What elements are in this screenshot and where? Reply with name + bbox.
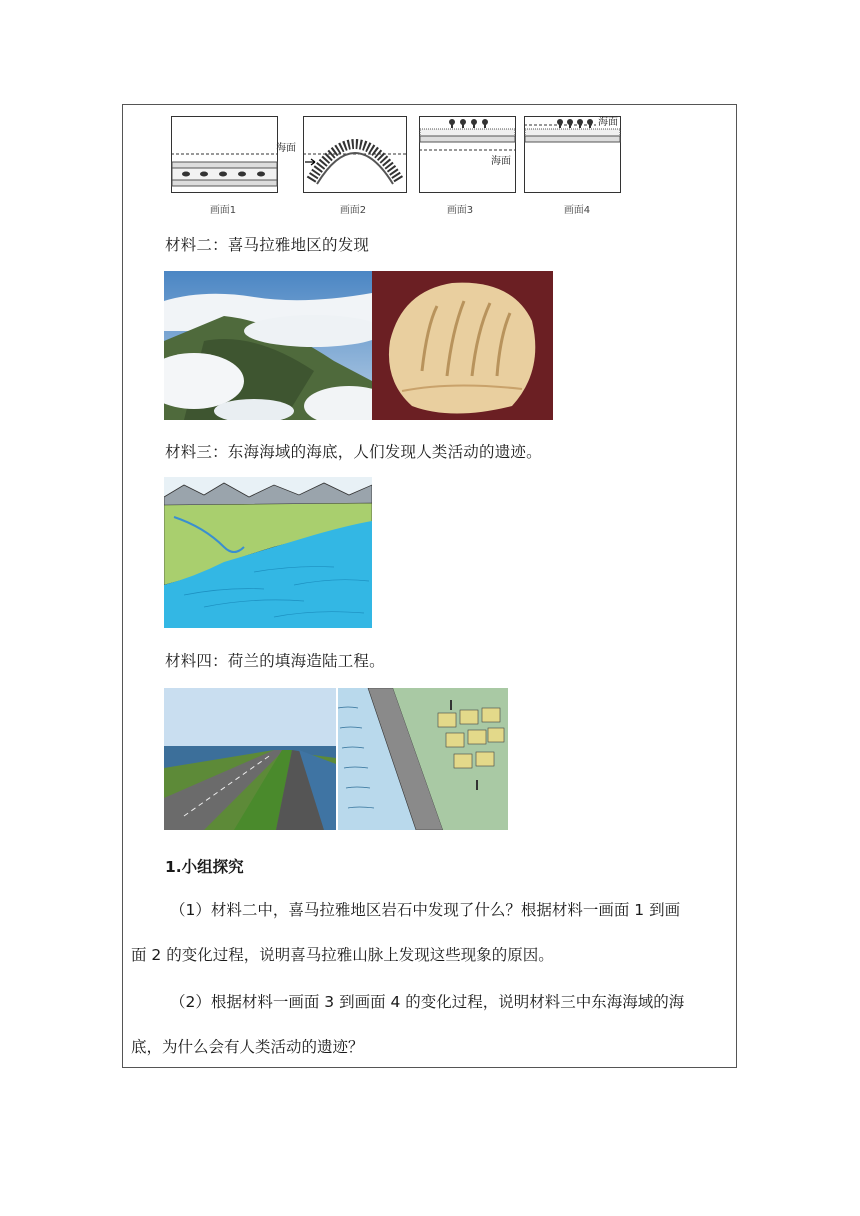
panel-1 — [171, 116, 279, 198]
reclamation-map-illustration — [338, 688, 508, 830]
caption-panel-2: 画面2 — [339, 205, 367, 216]
svg-text:海面: 海面 — [276, 143, 296, 154]
material-4-label: 材料四：荷兰的填海造陆工程。 — [165, 652, 385, 670]
panel-3 — [419, 116, 517, 198]
svg-text:海面: 海面 — [598, 117, 618, 128]
panel-2 — [303, 116, 408, 198]
caption-panel-4: 画面4 — [563, 205, 591, 216]
dike-road-photo — [164, 688, 336, 830]
material-3-label: 材料三：东海海域的海底，人们发现人类活动的遗迹。 — [165, 443, 542, 461]
question-1-line-1: （1）材料二中，喜马拉雅地区岩石中发现了什么？根据材料一画面 1 到画 — [170, 901, 681, 919]
section-title: 1.小组探究 — [165, 858, 244, 876]
question-2-line-1: （2）根据材料一画面 3 到画面 4 的变化过程，说明材料三中东海海域的海 — [170, 993, 685, 1011]
sea-level-label-1 — [276, 140, 306, 154]
caption-panel-1: 画面1 — [209, 205, 237, 216]
question-1-line-2: 面 2 的变化过程，说明喜马拉雅山脉上发现这些现象的原因。 — [131, 946, 554, 964]
svg-text:海面: 海面 — [491, 156, 511, 167]
question-2-line-2: 底，为什么会有人类活动的遗迹？ — [131, 1038, 364, 1056]
east-sea-coast-illustration — [164, 477, 372, 628]
himalaya-clouds-photo — [164, 271, 372, 420]
fossil-rock-photo — [372, 271, 553, 420]
material-2-label: 材料二：喜马拉雅地区的发现 — [165, 236, 370, 254]
caption-panel-3: 画面3 — [446, 205, 474, 216]
panel-4 — [524, 116, 622, 198]
